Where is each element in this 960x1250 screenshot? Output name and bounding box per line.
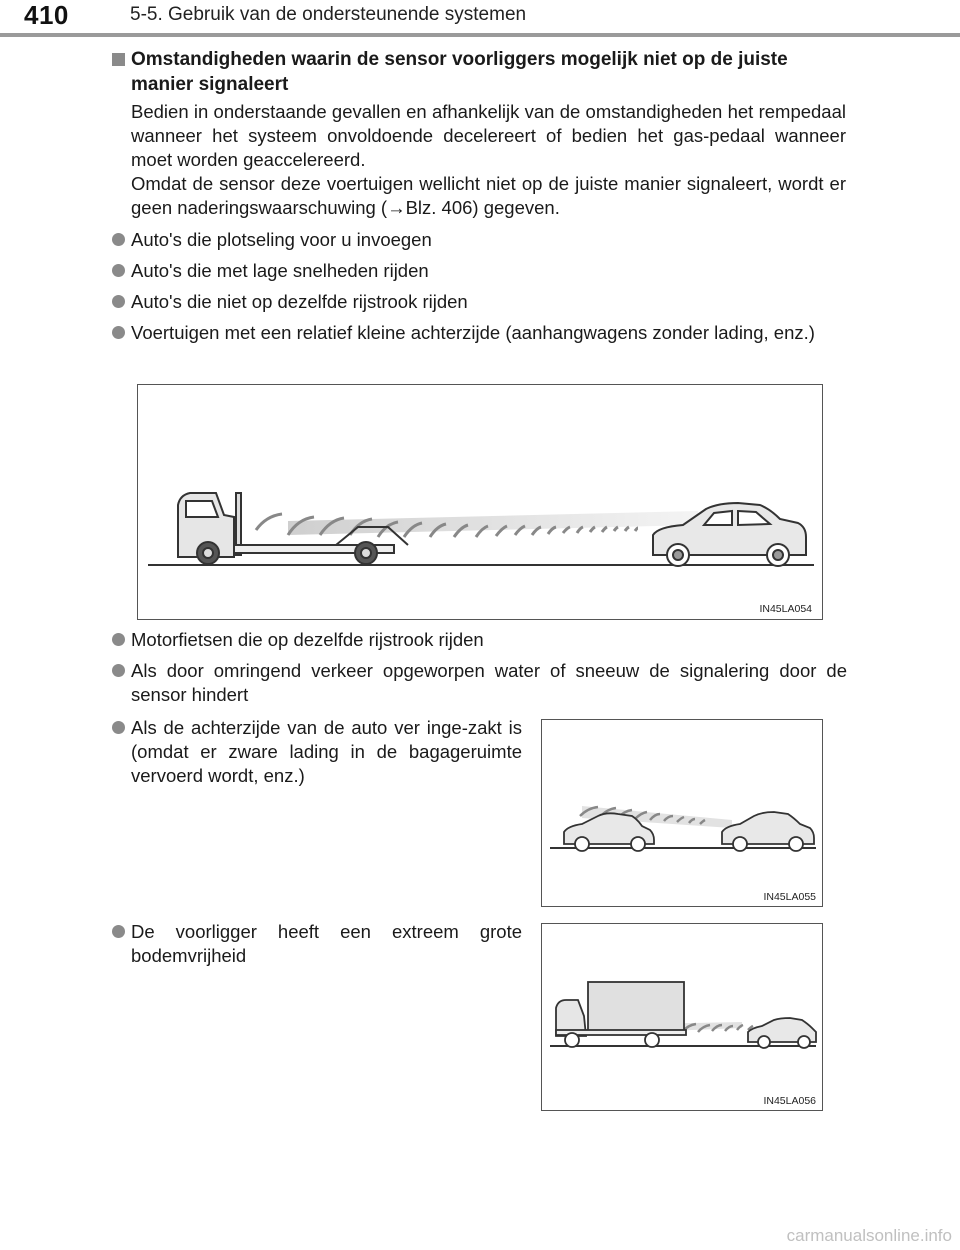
square-bullet-icon [112, 53, 125, 66]
list-item: De voorligger heeft een extreem grote bodemvrijheid [112, 920, 522, 968]
subsection-heading [112, 47, 852, 97]
trailer-illustration-svg [138, 385, 824, 621]
figure-code: IN45LA056 [763, 1095, 816, 1107]
list-item: Voertuigen met een relatief kleine achterzijde (aanhangwagens zonder lading, enz.) [112, 321, 847, 345]
intro-paragraph-2: Omdat de sensor deze voertuigen wellicht niet op de juiste manier signaleert, wordt er geen naderingswaarschuwing (→Blz. 406) gegeven. [131, 173, 846, 218]
list-item: Auto's die met lage snelheden rijden [112, 259, 847, 283]
bullet-dot-icon [112, 664, 125, 677]
bullet-dot-icon [112, 721, 125, 734]
list-item: Auto's die niet op dezelfde rijstrook rijden [112, 290, 847, 314]
intro-paragraph-1: Bedien in onderstaande gevallen en afhankelijk van de omstandigheden het rempedaal wanneer het systeem onvoldoende decelereert of bedien het gas-pedaal wanneer moet worden geaccelereerd. [131, 101, 846, 170]
bullet-dot-icon [112, 264, 125, 277]
figure-code: IN45LA055 [763, 891, 816, 903]
clearance-illustration-svg [542, 924, 824, 1112]
bullet-dot-icon [112, 633, 125, 646]
watermark: carmanualsonline.info [786, 1226, 952, 1245]
bullet-dot-icon [112, 295, 125, 308]
heading-text: Omstandigheden waarin de sensor voorliggers mogelijk niet op de juiste manier signaleert [131, 49, 788, 95]
bullet-dot-icon [112, 233, 125, 246]
bullet-dot-icon [112, 326, 125, 339]
squat-illustration-svg [542, 720, 824, 908]
section-title: 5-5. Gebruik van de ondersteunende systemen [130, 4, 527, 25]
front-car-icon [722, 812, 814, 851]
truck-icon [556, 982, 686, 1047]
list-item: Als door omringend verkeer opgeworpen water of sneeuw de signalering door de sensor hindert [112, 659, 847, 707]
figure-trailer-illustration [137, 384, 823, 620]
header-divider [0, 33, 960, 37]
figure-squat-illustration [541, 719, 823, 907]
list-item: Als de achterzijde van de auto ver inge-zakt is (omdat er zware lading in de bagageruimte vervoerd wordt, enz.) [112, 716, 522, 788]
bullet-dot-icon [112, 925, 125, 938]
list-item: Auto's die plotseling voor u invoegen [112, 228, 847, 252]
page-number: 410 [24, 0, 69, 30]
figure-code: IN45LA054 [759, 603, 812, 615]
figure-clearance-illustration [541, 923, 823, 1111]
list-item: Motorfietsen die op dezelfde rijstrook rijden [112, 628, 847, 652]
car-icon [748, 1018, 816, 1048]
